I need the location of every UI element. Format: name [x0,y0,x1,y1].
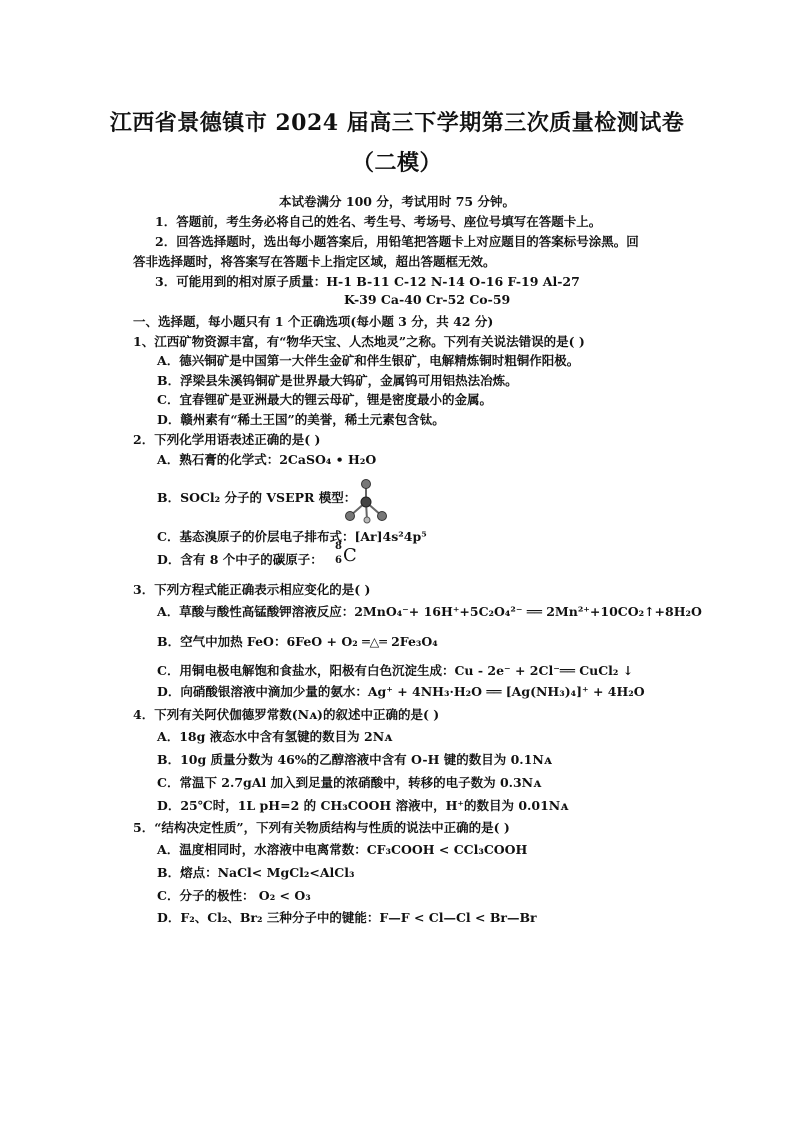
question-2-option-d: D．含有 8 个中子的碳原子： [157,552,323,567]
question-5-stem: 5．“结构决定性质”，下列有关物质结构与性质的说法中正确的是( ) [133,820,510,835]
question-2-option-b: B．SOCl₂ 分子的 VSEPR 模型： [157,490,357,505]
instruction-2: 2．回答选择题时，选出每小题答案后，用铅笔把答题卡上对应题目的答案标号涂黑。回 [155,234,639,249]
instruction-3: 3．可能用到的相对原子质量：H-1 B-11 C-12 N-14 O-16 F-19 Al-27 [155,274,580,289]
question-2-option-c: C．基态溴原子的价层电子排布式：[Ar]4s²4p⁵ [157,529,427,544]
question-2-stem: 2．下列化学用语表述正确的是( ) [133,432,321,447]
question-5-option-b: B．熔点：NaCl< MgCl₂<AlCl₃ [157,865,355,880]
question-4-option-a: A．18g 液态水中含有氢键的数目为 2Nᴀ [157,729,393,744]
carbon-symbol: C [343,545,357,566]
carbon-mass-number: 8 [335,541,342,552]
section-heading: 一、选择题，每小题只有 1 个正确选项(每小题 3 分，共 42 分) [133,314,494,329]
question-4-option-d: D．25℃时，1L pH=2 的 CH₃COOH 溶液中，H⁺的数目为 0.01Nᴀ [157,798,569,813]
question-3-option-a: A．草酸与酸性高锰酸钾溶液反应：2MnO₄⁻+ 16H⁺+5C₂O₄²⁻ ══ 2Mn²⁺+10CO₂↑+8H₂O [157,604,702,619]
question-3-option-b: B．空气中加热 FeO：6FeO + O₂ ═△═ 2Fe₃O₄ [157,634,438,649]
question-4-stem: 4．下列有关阿伏伽德罗常数(Nᴀ)的叙述中正确的是( ) [133,707,440,722]
question-5-option-c: C．分子的极性： O₂ < O₃ [157,888,311,903]
exam-subtitle: （二模） [351,150,442,176]
intro-line: 本试卷满分 100 分，考试用时 75 分钟。 [279,194,515,209]
question-3-option-d: D．向硝酸银溶液中滴加少量的氨水：Ag⁺ + 4NH₃·H₂O ══ [Ag(NH₃)₄]⁺ + 4H₂O [157,684,645,699]
question-1-option-d: D．赣州素有“稀土王国”的美誉，稀土元素包含钛。 [157,412,445,427]
question-1-option-b: B．浮梁县朱溪钨铜矿是世界最大钨矿，金属钨可用铝热法冶炼。 [157,373,518,388]
question-4-option-c: C．常温下 2.7gAl 加入到足量的浓硝酸中，转移的电子数为 0.3Nᴀ [157,775,542,790]
exam-title: 江西省景德镇市 2024 届高三下学期第三次质量检测试卷 [109,110,685,136]
question-3-stem: 3．下列方程式能正确表示相应变化的是( ) [133,582,371,597]
question-5-option-a: A．温度相同时，水溶液中电离常数：CF₃COOH < CCl₃COOH [157,842,528,857]
instruction-3-cont: K-39 Ca-40 Cr-52 Co-59 [344,292,511,307]
instruction-2-cont: 答非选择题时，将答案写在答题卡上指定区域，超出答题框无效。 [133,254,496,269]
question-1-option-a: A．德兴铜矿是中国第一大伴生金矿和伴生银矿，电解精炼铜时粗铜作阳极。 [157,353,580,368]
carbon-atomic-number: 6 [335,555,342,566]
question-3-option-c: C．用铜电极电解饱和食盐水，阳极有白色沉淀生成：Cu - 2e⁻ + 2Cl⁻══ CuCl₂ ↓ [157,663,634,678]
question-4-option-b: B．10g 质量分数为 46%的乙醇溶液中含有 O-H 键的数目为 0.1Nᴀ [157,752,552,767]
question-1-stem: 1、江西矿物资源丰富，有“物华天宝、人杰地灵”之称。下列有关说法错误的是( ) [133,334,585,349]
instruction-1: 1．答题前，考生务必将自己的姓名、考生号、考场号、座位号填写在答题卡上。 [155,214,602,229]
question-1-option-c: C．宜春锂矿是亚洲最大的锂云母矿，锂是密度最小的金属。 [157,392,492,407]
question-2-option-a: A．熟石膏的化学式：2CaSO₄ • H₂O [157,452,377,467]
question-5-option-d: D．F₂、Cl₂、Br₂ 三种分子中的键能：F—F < Cl—Cl < Br—Br [157,910,537,925]
